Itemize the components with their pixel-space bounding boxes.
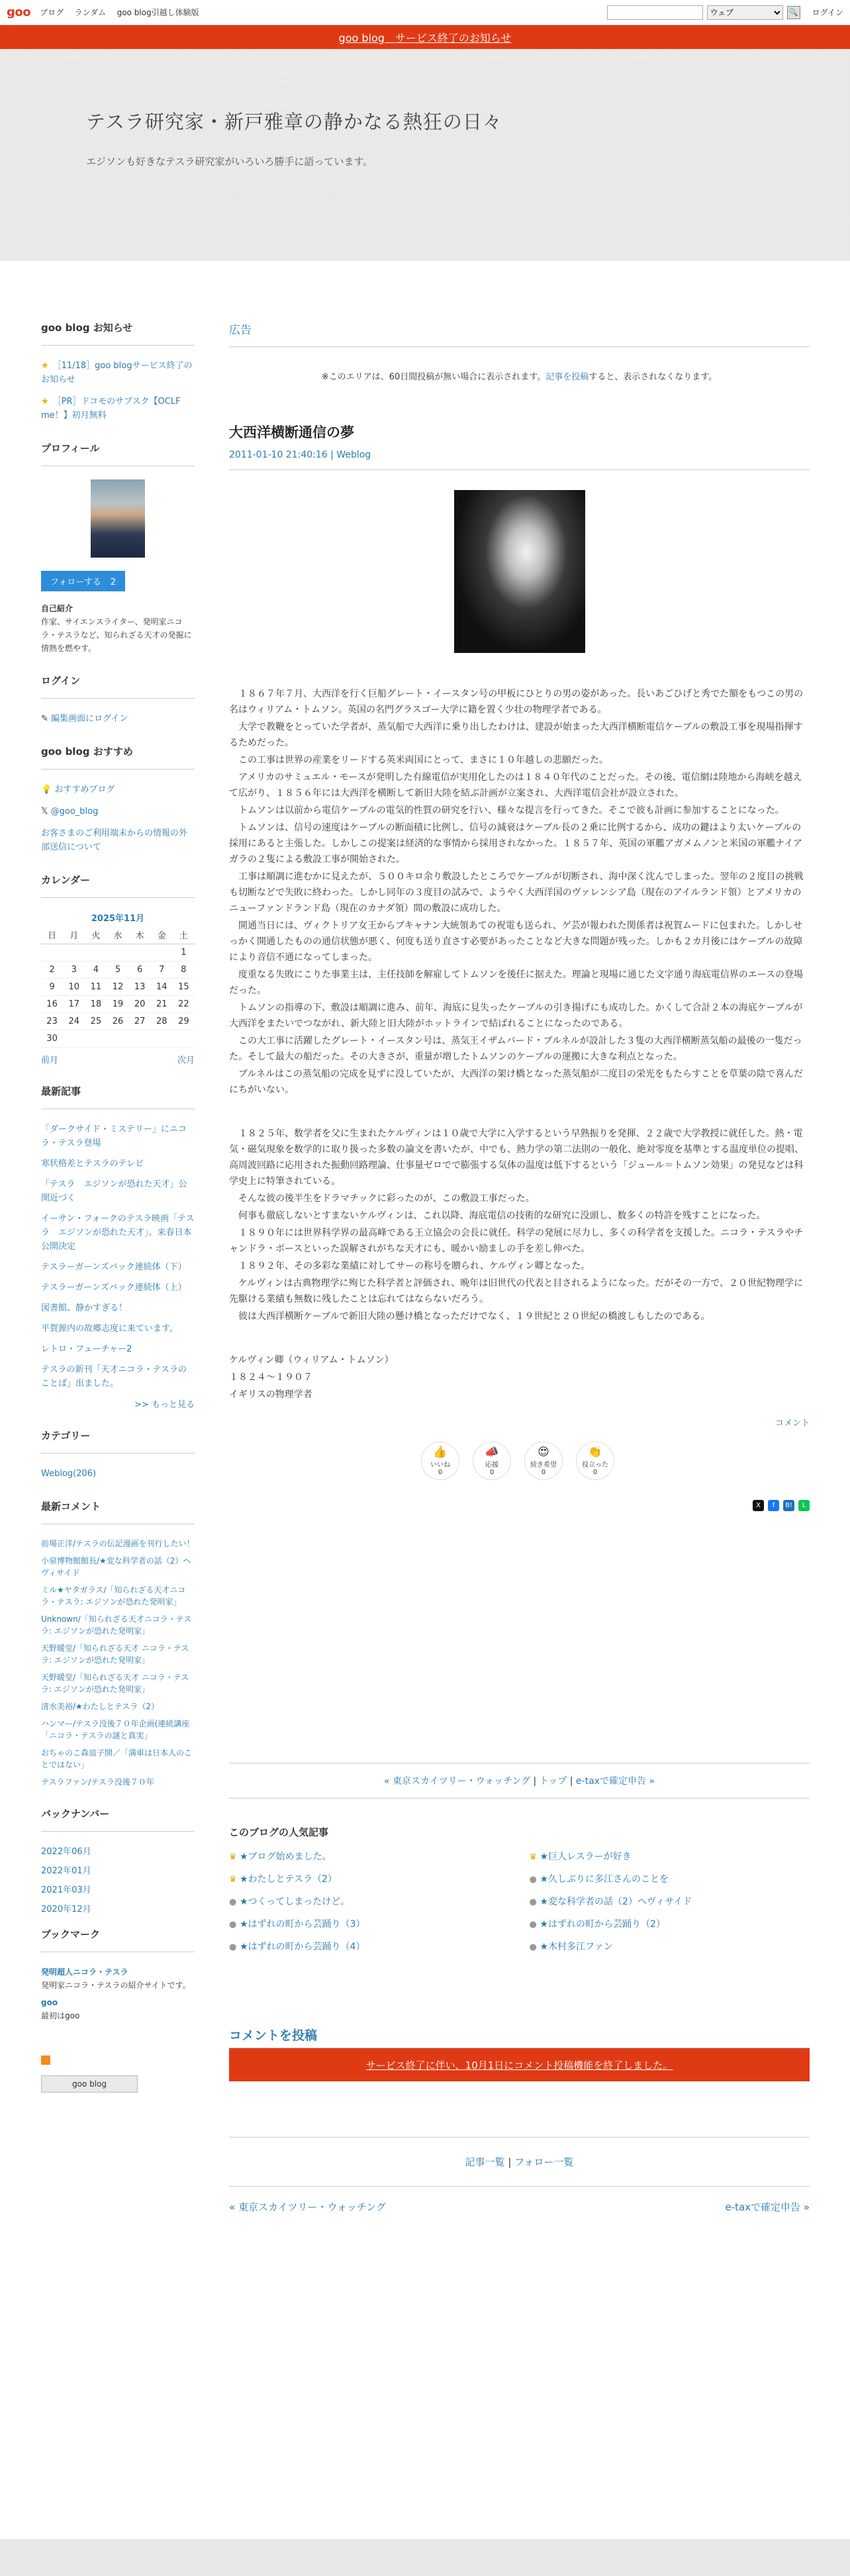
service-end-banner (0, 25, 850, 49)
backnumber-link[interactable]: 2020年12月 (41, 1904, 91, 1914)
popular-list (229, 1850, 810, 1953)
backnumber-list (41, 1845, 195, 1914)
popular-link[interactable]: ★巨人レスラーが好き (540, 1852, 632, 1862)
popular-item (530, 1850, 810, 1863)
calendar-day: 3 (63, 961, 85, 978)
recent-link[interactable]: テスラの新刊「天才ニコラ・テスラのことば」出ました。 (41, 1364, 187, 1389)
nav-separator: | (508, 2156, 512, 2168)
post-comment-heading: コメントを投稿 (229, 2026, 810, 2048)
follow-count: 2 (110, 577, 116, 587)
comment-item (41, 1538, 195, 1550)
reaction-icon: 👏 (588, 1446, 602, 1459)
crown-icon: ♛ (229, 1875, 237, 1885)
calendar-day: 14 (151, 978, 173, 995)
next-entry-link[interactable]: e-taxで確定申告 » (575, 1776, 655, 1787)
reaction-label: 続き希望 (530, 1461, 557, 1469)
rss-icon[interactable] (41, 2056, 50, 2065)
notice-item (41, 395, 195, 422)
calendar-day: 8 (173, 961, 195, 978)
popular-item (229, 1940, 510, 1953)
footer (0, 2539, 850, 2576)
calendar-day: 1 (173, 944, 195, 961)
bottom-next-link[interactable]: e-taxで確定申告 » (725, 2201, 810, 2213)
line-share-icon[interactable]: L (798, 1500, 810, 1511)
reaction-count: 0 (592, 1469, 598, 1476)
backnumber-link[interactable]: 2022年01月 (41, 1865, 91, 1876)
caption-line: ケルヴィン卿（ウィリアム・トムソン） (229, 1355, 394, 1365)
calendar-body (41, 944, 195, 1047)
comment-link-wrap (229, 1416, 810, 1428)
calendar-day: 4 (85, 961, 107, 978)
calendar-day: 23 (41, 1013, 63, 1030)
entry-paragraph: 工事は順調に進むかに見えたが、５００キロ余り敷設したところでケーブルが切断され、海中深く沈んでしまった。翌年の２度目の挑戦も切断などで失敗に終わった。しかし同年の３度目の試みで、ようやく大西洋国のヴァレンシア島（現在のアイルランド領）とアメリカのニューファンドランド島（現在のカナダ領）間の敷設に成功した。 (229, 871, 804, 914)
bookmark-heading: ブックマーク (41, 1927, 195, 1952)
calendar-month: 2025年11月 (91, 914, 145, 924)
follow-label: フォローする (50, 577, 101, 587)
login-heading: ログイン (41, 673, 195, 699)
recent-item (41, 1157, 195, 1171)
recent-link[interactable]: 平賀源内の故郷志度に来ています。 (41, 1323, 178, 1334)
calendar-day (63, 944, 85, 961)
notice-heading: goo blog お知らせ (41, 321, 195, 346)
backnumber-link[interactable]: 2022年06月 (41, 1846, 91, 1857)
facebook-share-icon[interactable]: f (768, 1500, 779, 1511)
entry-paragraph: トムソンは以前から電信ケーブルの電気的性質の研究を行い、様々な提言を行ってきた。そこで彼も計画に参加することになった。 (238, 805, 784, 816)
comment-link[interactable]: 清水美裕/★わたしとテスラ（2） (41, 1701, 159, 1711)
recent-item (41, 1177, 195, 1205)
rank-dot-icon: ● (529, 1875, 537, 1885)
calendar-day (85, 1030, 107, 1047)
reaction-label: 応援 (485, 1461, 498, 1469)
nav-separator: | (533, 1776, 537, 1787)
reaction-count: 0 (541, 1469, 546, 1476)
profile-photo[interactable] (91, 479, 145, 558)
entry-paragraph: 何事も徹底しないとすまないケルヴィンは、これ以降、海底電信の技術的な研究に没頭し、数多くの特許を残すことになった。 (238, 1211, 766, 1221)
comment-item (41, 1776, 195, 1788)
popular-link[interactable]: ★つくってしまったけど。 (240, 1897, 350, 1907)
reaction-icon: 👍 (433, 1446, 448, 1459)
entry-photo (454, 490, 585, 653)
reaction-count: 0 (489, 1469, 495, 1476)
weekday: 土 (173, 926, 195, 944)
comment-link[interactable]: 小泉博物館館長/★変な科学者の話（2）ヘヴィサイド (41, 1556, 191, 1577)
comment-item (41, 1613, 195, 1637)
entry-paragraph: 彼は大西洋横断ケーブルで新旧大陸の懸け橋となっただけでなく、１９世紀と２０世紀の橋渡しもしたのである。 (238, 1311, 710, 1322)
popular-link[interactable]: ★わたしとテスラ（2） (240, 1874, 337, 1885)
comment-link[interactable]: おちゃのこ森皿子開／「満車は日本人のことではない」 (41, 1748, 193, 1769)
reaction-button[interactable] (576, 1442, 614, 1480)
recent-link[interactable]: 寒状格差とテスラのテレビ (41, 1158, 144, 1169)
profile-section (41, 441, 195, 655)
popular-item (229, 1872, 510, 1885)
reaction-buttons (421, 1442, 810, 1480)
sidebar (41, 321, 195, 2539)
post-article-link[interactable]: 記事を投稿 (545, 372, 589, 382)
calendar-day: 20 (129, 995, 151, 1013)
popular-link[interactable]: ★変な科学者の話（2）ヘヴィサイド (540, 1897, 692, 1907)
page-body (0, 261, 850, 2539)
calendar-day: 9 (41, 978, 63, 995)
backnumber-item (41, 1883, 195, 1897)
popular-link[interactable]: ★木村多江ファン (540, 1942, 613, 1952)
weekday: 火 (85, 926, 107, 944)
recent-item (41, 1322, 195, 1336)
calendar-day: 13 (129, 978, 151, 995)
recent-link[interactable]: 図書館、静かすぎる！ (41, 1303, 128, 1313)
bookmark-link[interactable]: 発明超人ニコラ・テスラ (41, 1967, 128, 1977)
recent-item (41, 1212, 195, 1254)
blog-description: エジソンも好きなテスラ研究家がいろいろ勝手に語っています。 (86, 156, 373, 168)
self-intro-text: 作家、サイエンスライター、発明家ニコラ・テスラなど、知られざる天才の発掘に情熱を燃やす。 (41, 617, 192, 653)
entry-paragraph: ケルヴィンは古典物理学に殉じた科学者と評価され、晩年は旧世代の代表と目されるようになった。だがその一方で、２０世紀物理学に先駆ける業績も無数に残したことは忘れてはならないだろう。 (229, 1278, 804, 1305)
weekday: 金 (151, 926, 173, 944)
entry-paragraph: ブルネルはこの蒸気船の完成を見ずに没していたが、大西洋の架け橋となった蒸気船が二度目の栄光をもたらすことを草葉の陰で喜んだにちがいない。 (229, 1069, 804, 1095)
recommend-section (41, 744, 195, 854)
rank-dot-icon: ● (529, 1942, 537, 1952)
calendar-day: 2 (41, 961, 63, 978)
reaction-icon: 😍 (538, 1446, 549, 1459)
backnumber-section (41, 1807, 195, 1914)
notice-link[interactable]: ［11/18］goo blogサービス終了のお知らせ (41, 361, 193, 385)
calendar-day (107, 1030, 128, 1047)
popular-link[interactable]: ★はずれの町から芸踊り（4） (240, 1942, 365, 1952)
comment-item (41, 1555, 195, 1579)
caption-line: １８２４～１９０７ (229, 1372, 312, 1383)
entry-category[interactable]: Weblog (336, 450, 371, 460)
popular-item (229, 1850, 510, 1863)
recommend-item (41, 805, 195, 818)
share-buttons (229, 1500, 810, 1511)
star-icon: ★ (41, 397, 49, 407)
self-intro-heading: 自己紹介 (41, 604, 73, 613)
recent-link[interactable]: 「テスラ エジソンが恐れた天才」公開近づく (41, 1179, 187, 1203)
calendar-day: 12 (107, 978, 128, 995)
recent-item (41, 1342, 195, 1356)
popular-item (530, 1895, 810, 1908)
calendar-day: 28 (151, 1013, 173, 1030)
popular-heading: このブログの人気記事 (229, 1826, 329, 1838)
rank-dot-icon: ● (529, 1897, 537, 1907)
x-share-icon[interactable]: X (753, 1500, 764, 1511)
reaction-button[interactable] (524, 1442, 563, 1480)
category-item (41, 1467, 195, 1481)
calendar-day: 22 (173, 995, 195, 1013)
follow-list-link[interactable]: フォロー一覧 (514, 2156, 574, 2168)
recent-link[interactable]: 「ダークサイド・ミステリー」にニコラ・テスラ登場 (41, 1124, 187, 1148)
recommend-note (41, 826, 195, 854)
recent-item (41, 1363, 195, 1391)
reaction-button[interactable] (473, 1442, 511, 1480)
entry-title[interactable]: 大西洋横断通信の夢 (229, 424, 354, 440)
entry-paragraph: トムソンの指導の下、敷設は順調に進み、前年、海底に見失ったケーブルの引き揚げにも成功した。かくして合計２本の海底ケーブルが大西洋をまたいでつながれ、新大陸と旧大陸がホットラインで結ばれることになったのである。 (229, 1003, 803, 1029)
comment-list (41, 1538, 195, 1788)
bulb-icon: 💡 (41, 785, 55, 795)
entry-paragraph: １８２５年、数学者を父に生まれたケルヴィンは１０歳で大学に入学するという早熟振りを発揮、２２歳で大学教授に就任した。熱・電気・磁気現象を数学的に取り扱った多数の論文を書いたが、中でも、熱力学の第二法則の一般化、絶対零度を基準とする温度単位の提唱、高周波回路に応用された振動回路理論、仕事量ゼロでで膨張する気体の温度は低下するという「ジュール＝トムソン効果」の発見などは科学史上に特筆されている。 (229, 1128, 804, 1187)
calendar-day (63, 1030, 85, 1047)
notice-section (41, 321, 195, 422)
paragraph-gap (229, 1099, 810, 1126)
entry-paragraph: 度重なる失敗にこりた事業主は、主任技師を解雇してトムソンを後任に据えた。理論と現場に通じた文字通り海底電信界のエースの登場だった。 (229, 969, 804, 996)
calendar-section (41, 873, 195, 1065)
bottom-nav (229, 2200, 810, 2214)
rank-dot-icon: ● (229, 1942, 237, 1952)
star-icon: ★ (41, 361, 49, 371)
calendar-day: 25 (85, 1013, 107, 1030)
calendar-day: 17 (63, 995, 85, 1013)
entry-meta: 2011-01-10 21:40:16 | Weblog (229, 450, 810, 470)
reaction-label: 役立った (582, 1461, 608, 1469)
weekday: 日 (41, 926, 63, 944)
prev-entry-link[interactable]: « 東京スカイツリー・ウォッチング (384, 1776, 531, 1787)
blog-header (0, 49, 850, 261)
comment-item (41, 1642, 195, 1666)
comment-link[interactable]: テスラファン/テスラ没後７０年 (41, 1777, 154, 1787)
entry-date: 2011-01-10 21:40:16 (229, 450, 328, 460)
calendar-day: 5 (107, 961, 128, 978)
comment-closed-link[interactable]: サービス終了に伴い、10月1日にコメント投稿機能を終了しました。 (365, 2059, 673, 2071)
popular-link[interactable]: ★久しぶりに多江さんのことを (540, 1874, 669, 1885)
calendar-next[interactable]: 次月 (177, 1055, 195, 1065)
calendar-day: 30 (41, 1030, 63, 1047)
top-link-migration[interactable]: goo blog引越し体験版 (117, 8, 199, 17)
notice-item (41, 359, 195, 387)
entry-paragraph: １８９２年、その多彩な業績に対してサーの称号を贈られ、ケルヴィン卿となった。 (238, 1261, 590, 1271)
top-links (40, 7, 207, 18)
backnumber-item (41, 1845, 195, 1859)
calendar-table (41, 926, 195, 1048)
calendar-week (41, 1013, 195, 1030)
calendar-prev[interactable]: 前月 (41, 1055, 59, 1065)
popular-item (229, 1895, 510, 1908)
ad-note (229, 370, 810, 382)
calendar-day: 7 (151, 961, 173, 978)
comment-link[interactable]: 天野暖堂/「知られざる天才 ニコラ・テスラ: エジソンが恐れた発明家」 (41, 1643, 189, 1665)
comment-link[interactable]: コメント (775, 1418, 810, 1428)
more-link[interactable]: >> もっと見る (134, 1399, 195, 1410)
ad-heading: 広告 (229, 321, 810, 347)
recommend-link[interactable]: @goo_blog (50, 807, 99, 817)
hatena-share-icon[interactable]: B! (783, 1500, 794, 1511)
top-link-random[interactable]: ランダム (74, 8, 107, 17)
top-search (607, 5, 843, 20)
reaction-button[interactable] (421, 1442, 459, 1480)
calendar-day: 15 (173, 978, 195, 995)
calendar-day: 18 (85, 995, 107, 1013)
comment-closed-notice (229, 2048, 810, 2081)
entry-paragraph: この大工事に活躍したグレート・イースタン号は、蒸気王イザムバード・ブルネルが設計した３隻の大西洋横断蒸気船の最後の一隻だった。そして最大の船だった。その大きさが、重量が増したトムソンのケーブルの運搬に大きな利点となった。 (229, 1036, 802, 1062)
bottom-links (229, 2137, 810, 2187)
more-link-wrap (41, 1397, 195, 1410)
calendar-day: 16 (41, 995, 63, 1013)
calendar-week (41, 995, 195, 1013)
backnumber-heading: バックナンバー (41, 1807, 195, 1832)
rank-dot-icon: ● (229, 1897, 237, 1907)
entry-paragraph: この工事は世界の産業をリードする英米両国にとって、まさに１０年越しの悲願だった。 (238, 755, 609, 766)
top-bar (0, 0, 850, 25)
comment-item (41, 1747, 195, 1771)
main-content (229, 321, 810, 2539)
login-link[interactable]: ログイン (812, 8, 843, 17)
calendar-day (129, 1030, 151, 1047)
popular-link[interactable]: ★はずれの町から芸踊り（3） (240, 1919, 365, 1930)
recent-heading: 最新記事 (41, 1084, 195, 1109)
calendar-day (151, 944, 173, 961)
calendar-day: 19 (107, 995, 128, 1013)
follow-button[interactable] (41, 571, 125, 591)
login-section (41, 673, 195, 726)
recommend-item (41, 783, 195, 797)
entry-paragraph: １８６７年７月、大西洋を行く巨船グレート・イースタン号の甲板にひとりの男の姿があった。長いあごひげと秀でた額をもつこの男の名はウィリアム・トムソン。英国の名門グラスゴー大学に籍を置く少壮の物理学者である。 (229, 689, 804, 715)
entry-paragraph: 大学で教鞭をとっていた学者が、蒸気船で大西洋に乗り出したわけは、建設が始まった大西洋横断電信ケーブルの敷設工事を現場指揮するためだった。 (229, 722, 803, 748)
recommend-link[interactable]: おすすめブログ (54, 785, 115, 795)
ad-note-post: すると、表示されなくなります。 (589, 372, 718, 382)
calendar-day (173, 1030, 195, 1047)
comment-link[interactable]: 天野暖堂/「知られざる天才 ニコラ・テスラ: エジソンが恐れた発明家」 (41, 1672, 189, 1694)
calendar-week (41, 944, 195, 961)
ad-note-pre: ※このエリアは、60日間投稿が無い場合に表示されます。 (321, 372, 546, 382)
weekday: 月 (63, 926, 85, 944)
article-list-link[interactable]: 記事一覧 (465, 2156, 505, 2168)
recent-link[interactable]: イーサン・フォークのテスラ映画「テスラ エジソンが恐れた天才」、来春日本公開決定 (41, 1213, 195, 1252)
crown-icon: ♛ (529, 1852, 538, 1862)
rank-dot-icon: ● (529, 1920, 537, 1930)
entry-paragraph: そんな彼の後半生をドラマチックに彩ったのが、この敷設工事だった。 (238, 1193, 535, 1204)
comment-item (41, 1671, 195, 1695)
notice-link[interactable]: ［PR］ドコモのサブスク【OCLF me！】初月無料 (41, 397, 181, 421)
entry-paragraph: アメリカのサミュエル・モースが発明した有線電信が実用化したのは１８４０年代のことだった。その後、電信網は陸地から海峡を越えて広がり、１８５６年には大西洋を横断して新旧大陸を結ぶ計画が立案され、大西洋電信会社が設立された。 (229, 772, 802, 799)
recent-link[interactable]: テスラーガーンズバック連続体（上） (41, 1282, 187, 1293)
category-link[interactable]: Weblog(206) (41, 1468, 97, 1479)
popular-item (530, 1940, 810, 1953)
recent-item (41, 1301, 195, 1315)
search-input[interactable] (607, 5, 703, 20)
reaction-label: いいね (430, 1461, 450, 1469)
calendar-day: 21 (151, 995, 173, 1013)
bookmark-section (41, 1927, 195, 2093)
bookmark-link[interactable]: goo (41, 1997, 58, 2007)
popular-item (229, 1917, 510, 1930)
entry-body (229, 686, 810, 1324)
recent-section (41, 1084, 195, 1410)
comment-link[interactable]: ミル★ヤタガラス/「知られざる天才ニコラ・テスラ: エジソンが恐れた発明家」 (41, 1585, 186, 1607)
popular-item (530, 1872, 810, 1885)
calendar-day (107, 944, 128, 961)
recent-link[interactable]: テスラーガーンズバック連続体（下） (41, 1262, 187, 1272)
recent-list (41, 1122, 195, 1391)
caption-line: イギリスの物理学者 (229, 1389, 312, 1400)
backnumber-item (41, 1864, 195, 1878)
rank-dot-icon: ● (229, 1920, 237, 1930)
calendar-nav (41, 1053, 195, 1065)
weekday: 木 (129, 926, 151, 944)
calendar-day (41, 944, 63, 961)
calendar-day (85, 944, 107, 961)
crown-icon: ♛ (229, 1852, 237, 1862)
goo-logo[interactable]: goo (7, 5, 31, 19)
comment-link[interactable]: ハンマー/テスラ没後７０年企画(連続講座「ニコラ・テスラの謎と真実」 (41, 1718, 190, 1740)
x-icon: 𝕏 (41, 807, 51, 817)
recent-item (41, 1281, 195, 1295)
comment-link[interactable]: Unknown/「知られざる天才ニコラ・テスラ: エジソンが恐れた発明家」 (41, 1614, 192, 1636)
recent-link[interactable]: レトロ・フューチャー2 (41, 1344, 132, 1354)
calendar-heading: カレンダー (41, 873, 195, 898)
entry-paragraph: トムソンは、信号の速度はケーブルの断面積に比例し、信号の減衰はケーブル長の２乗に比例するから、成功の鍵はより太いケーブルの採用にあると主張した。しかしこの提案は経済的な事情から採用されなかった。１８５７年、英国の軍艦アガメムノンと米国の軍艦ナイアガラの２隻による敷設工事が開始された。 (229, 822, 802, 865)
calendar-day (129, 944, 151, 961)
top-link[interactable]: トップ (539, 1776, 567, 1787)
profile-heading: プロフィール (41, 441, 195, 466)
bookmark-item (41, 1996, 195, 2009)
recent-item (41, 1122, 195, 1150)
reaction-count: 0 (438, 1469, 443, 1476)
editor-login-link[interactable]: 編集画面にログイン (51, 714, 128, 724)
bookmark-item (41, 1965, 195, 1979)
calendar-week (41, 978, 195, 995)
login-item (41, 712, 195, 726)
backnumber-link[interactable]: 2021年03月 (41, 1885, 91, 1895)
comment-item (41, 1701, 195, 1712)
calendar-day: 24 (63, 1013, 85, 1030)
comment-item (41, 1584, 195, 1608)
entry-paragraph: １８９０年には世界科学界の最高峰である王立協会の会長に就任。科学の発展に尽力し、多くの科学者を支援した。ニコラ・テスラやチャンドラ・ボースといった誤解されがちな天才にも、暖かい励ましの手を差し伸べた。 (229, 1228, 804, 1254)
backnumber-item (41, 1903, 195, 1916)
popular-item (530, 1917, 810, 1930)
comments-heading: 最新コメント (41, 1499, 195, 1524)
comments-section (41, 1499, 195, 1788)
category-section (41, 1428, 195, 1481)
search-icon: 🔍 (788, 8, 798, 17)
weekday: 水 (107, 926, 128, 944)
calendar-week (41, 1030, 195, 1047)
blog-title[interactable]: テスラ研究家・新戸雅章の静かなる熱狂の日々 (86, 111, 502, 133)
service-end-link[interactable]: goo blog サービス終了のお知らせ (338, 31, 512, 44)
page-nav (229, 1763, 810, 1799)
calendar-day: 11 (85, 978, 107, 995)
search-scope-select[interactable] (707, 5, 783, 20)
calendar-day: 6 (129, 961, 151, 978)
comment-item (41, 1718, 195, 1742)
calendar-day: 10 (63, 978, 85, 995)
bottom-prev-link[interactable]: « 東京スカイツリー・ウォッチング (229, 2201, 386, 2213)
comment-link[interactable]: 前場正洋/テスラの伝記漫画を刊行したい！ (41, 1538, 195, 1548)
category-heading: カテゴリー (41, 1428, 195, 1454)
calendar-day (151, 1030, 173, 1047)
recommend-heading: goo blog おすすめ (41, 744, 195, 769)
nav-separator: | (569, 1776, 573, 1787)
calendar-day: 27 (129, 1013, 151, 1030)
reaction-icon: 📣 (485, 1446, 499, 1459)
bookmark-desc: 最初はgoo (41, 2010, 80, 2020)
search-button[interactable] (787, 6, 800, 19)
top-link-blog[interactable]: ブログ (40, 8, 64, 17)
entry-paragraph: 開通当日には、ヴィクトリア女王からブキャナン大統領あての祝電も送られ、ゲ芸が報われた関係者は祝賀ムードに包まれた。しかしせっかく開通したものの通信状態が悪く、何度も送り直さす必要があったことなど大きな問題が残った。しかも２カ月後にはケーブルの故障により音信不通になってしまった。 (229, 920, 803, 963)
photo-caption (229, 1352, 810, 1403)
goo-blog-badge[interactable]: goo blog (41, 2075, 138, 2093)
calendar-week (41, 961, 195, 978)
calendar-day: 26 (107, 1013, 128, 1030)
bookmark-desc: 発明家ニコラ・テスラの紹介サイトです。 (41, 1980, 191, 1990)
popular-link[interactable]: ★はずれの町から芸踊り（2） (540, 1919, 665, 1930)
pencil-icon: ✎ (41, 714, 52, 724)
external-transmission-link[interactable]: お客さまのご利用端末からの情報の外部送信について (41, 828, 188, 852)
calendar-day: 29 (173, 1013, 195, 1030)
recent-item (41, 1260, 195, 1274)
popular-link[interactable]: ★ブログ始めました。 (240, 1852, 332, 1862)
